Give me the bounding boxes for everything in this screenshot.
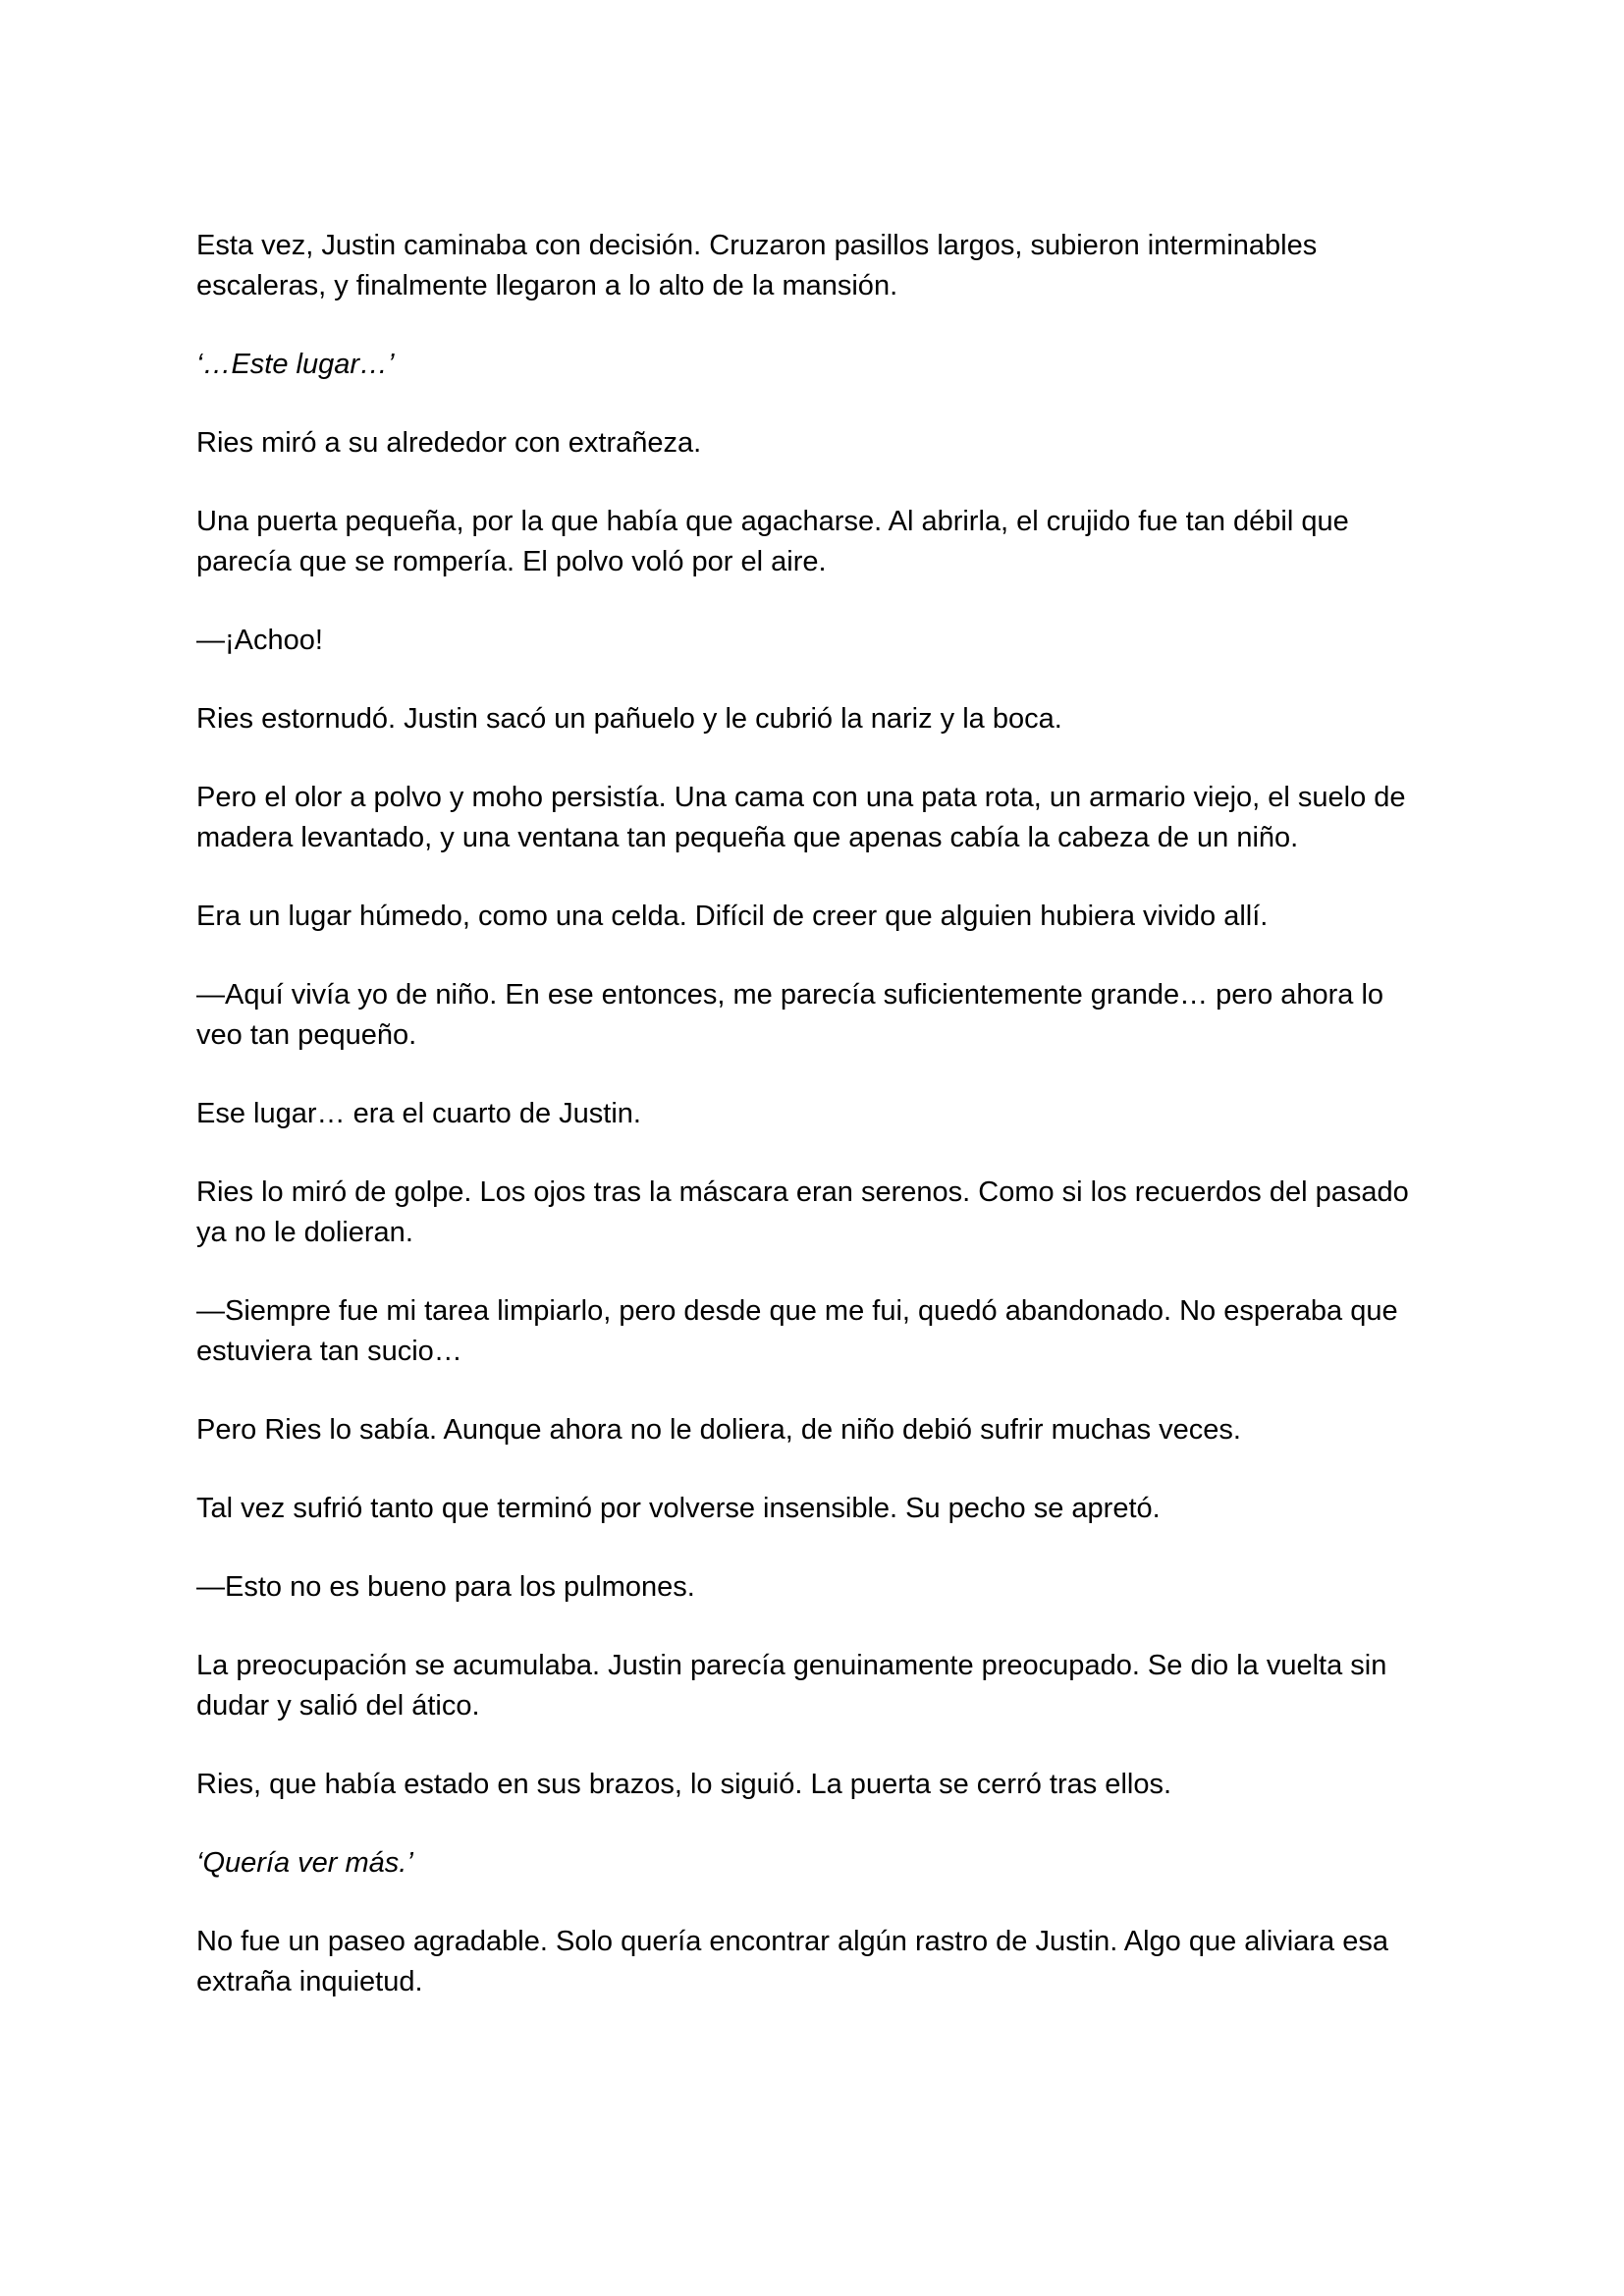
paragraph-18: ‘Quería ver más.’ bbox=[196, 1847, 413, 1879]
document-body bbox=[196, 226, 1428, 2041]
paragraph-15: —Esto no es bueno para los pulmones. bbox=[196, 1571, 695, 1603]
paragraph-1: Esta vez, Justin caminaba con decisión. Cruzaron pasillos largos, subieron interminables escaleras, y finalmente llegaron a lo alto de la mansión. bbox=[196, 230, 1318, 301]
paragraph-4: Una puerta pequeña, por la que había que agacharse. Al abrirla, el crujido fue tan débil que parecía que se rompería. El polvo voló por el aire. bbox=[196, 506, 1349, 577]
paragraph-19: No fue un paseo agradable. Solo quería encontrar algún rastro de Justin. Algo que aliviara esa extraña inquietud. bbox=[196, 1926, 1388, 1997]
paragraph-6: Ries estornudó. Justin sacó un pañuelo y le cubrió la nariz y la boca. bbox=[196, 703, 1062, 735]
paragraph-11: Ries lo miró de golpe. Los ojos tras la máscara eran serenos. Como si los recuerdos del pasado ya no le dolieran. bbox=[196, 1176, 1409, 1248]
paragraph-17: Ries, que había estado en sus brazos, lo siguió. La puerta se cerró tras ellos. bbox=[196, 1769, 1172, 1800]
paragraph-5: —¡Achoo! bbox=[196, 625, 323, 656]
paragraph-8: Era un lugar húmedo, como una celda. Difícil de creer que alguien hubiera vivido allí. bbox=[196, 901, 1269, 932]
paragraph-13: Pero Ries lo sabía. Aunque ahora no le doliera, de niño debió sufrir muchas veces. bbox=[196, 1414, 1241, 1446]
paragraph-3: Ries miró a su alrededor con extrañeza. bbox=[196, 427, 702, 459]
paragraph-7: Pero el olor a polvo y moho persistía. Una cama con una pata rota, un armario viejo, el suelo de madera levantado, y una ventana tan pequeña que apenas cabía la cabeza de un niño. bbox=[196, 782, 1406, 853]
paragraph-14: Tal vez sufrió tanto que terminó por volverse insensible. Su pecho se apretó. bbox=[196, 1493, 1161, 1524]
paragraph-10: Ese lugar… era el cuarto de Justin. bbox=[196, 1098, 641, 1129]
paragraph-16: La preocupación se acumulaba. Justin parecía genuinamente preocupado. Se dio la vuelta sin dudar y salió del ático. bbox=[196, 1650, 1387, 1722]
paragraph-2: ‘…Este lugar…’ bbox=[196, 349, 395, 380]
paragraph-12: —Siempre fue mi tarea limpiarlo, pero desde que me fui, quedó abandonado. No esperaba que estuviera tan sucio… bbox=[196, 1295, 1398, 1367]
paragraph-9: —Aquí vivía yo de niño. En ese entonces, me parecía suficientemente grande… pero ahora lo veo tan pequeño. bbox=[196, 979, 1384, 1051]
